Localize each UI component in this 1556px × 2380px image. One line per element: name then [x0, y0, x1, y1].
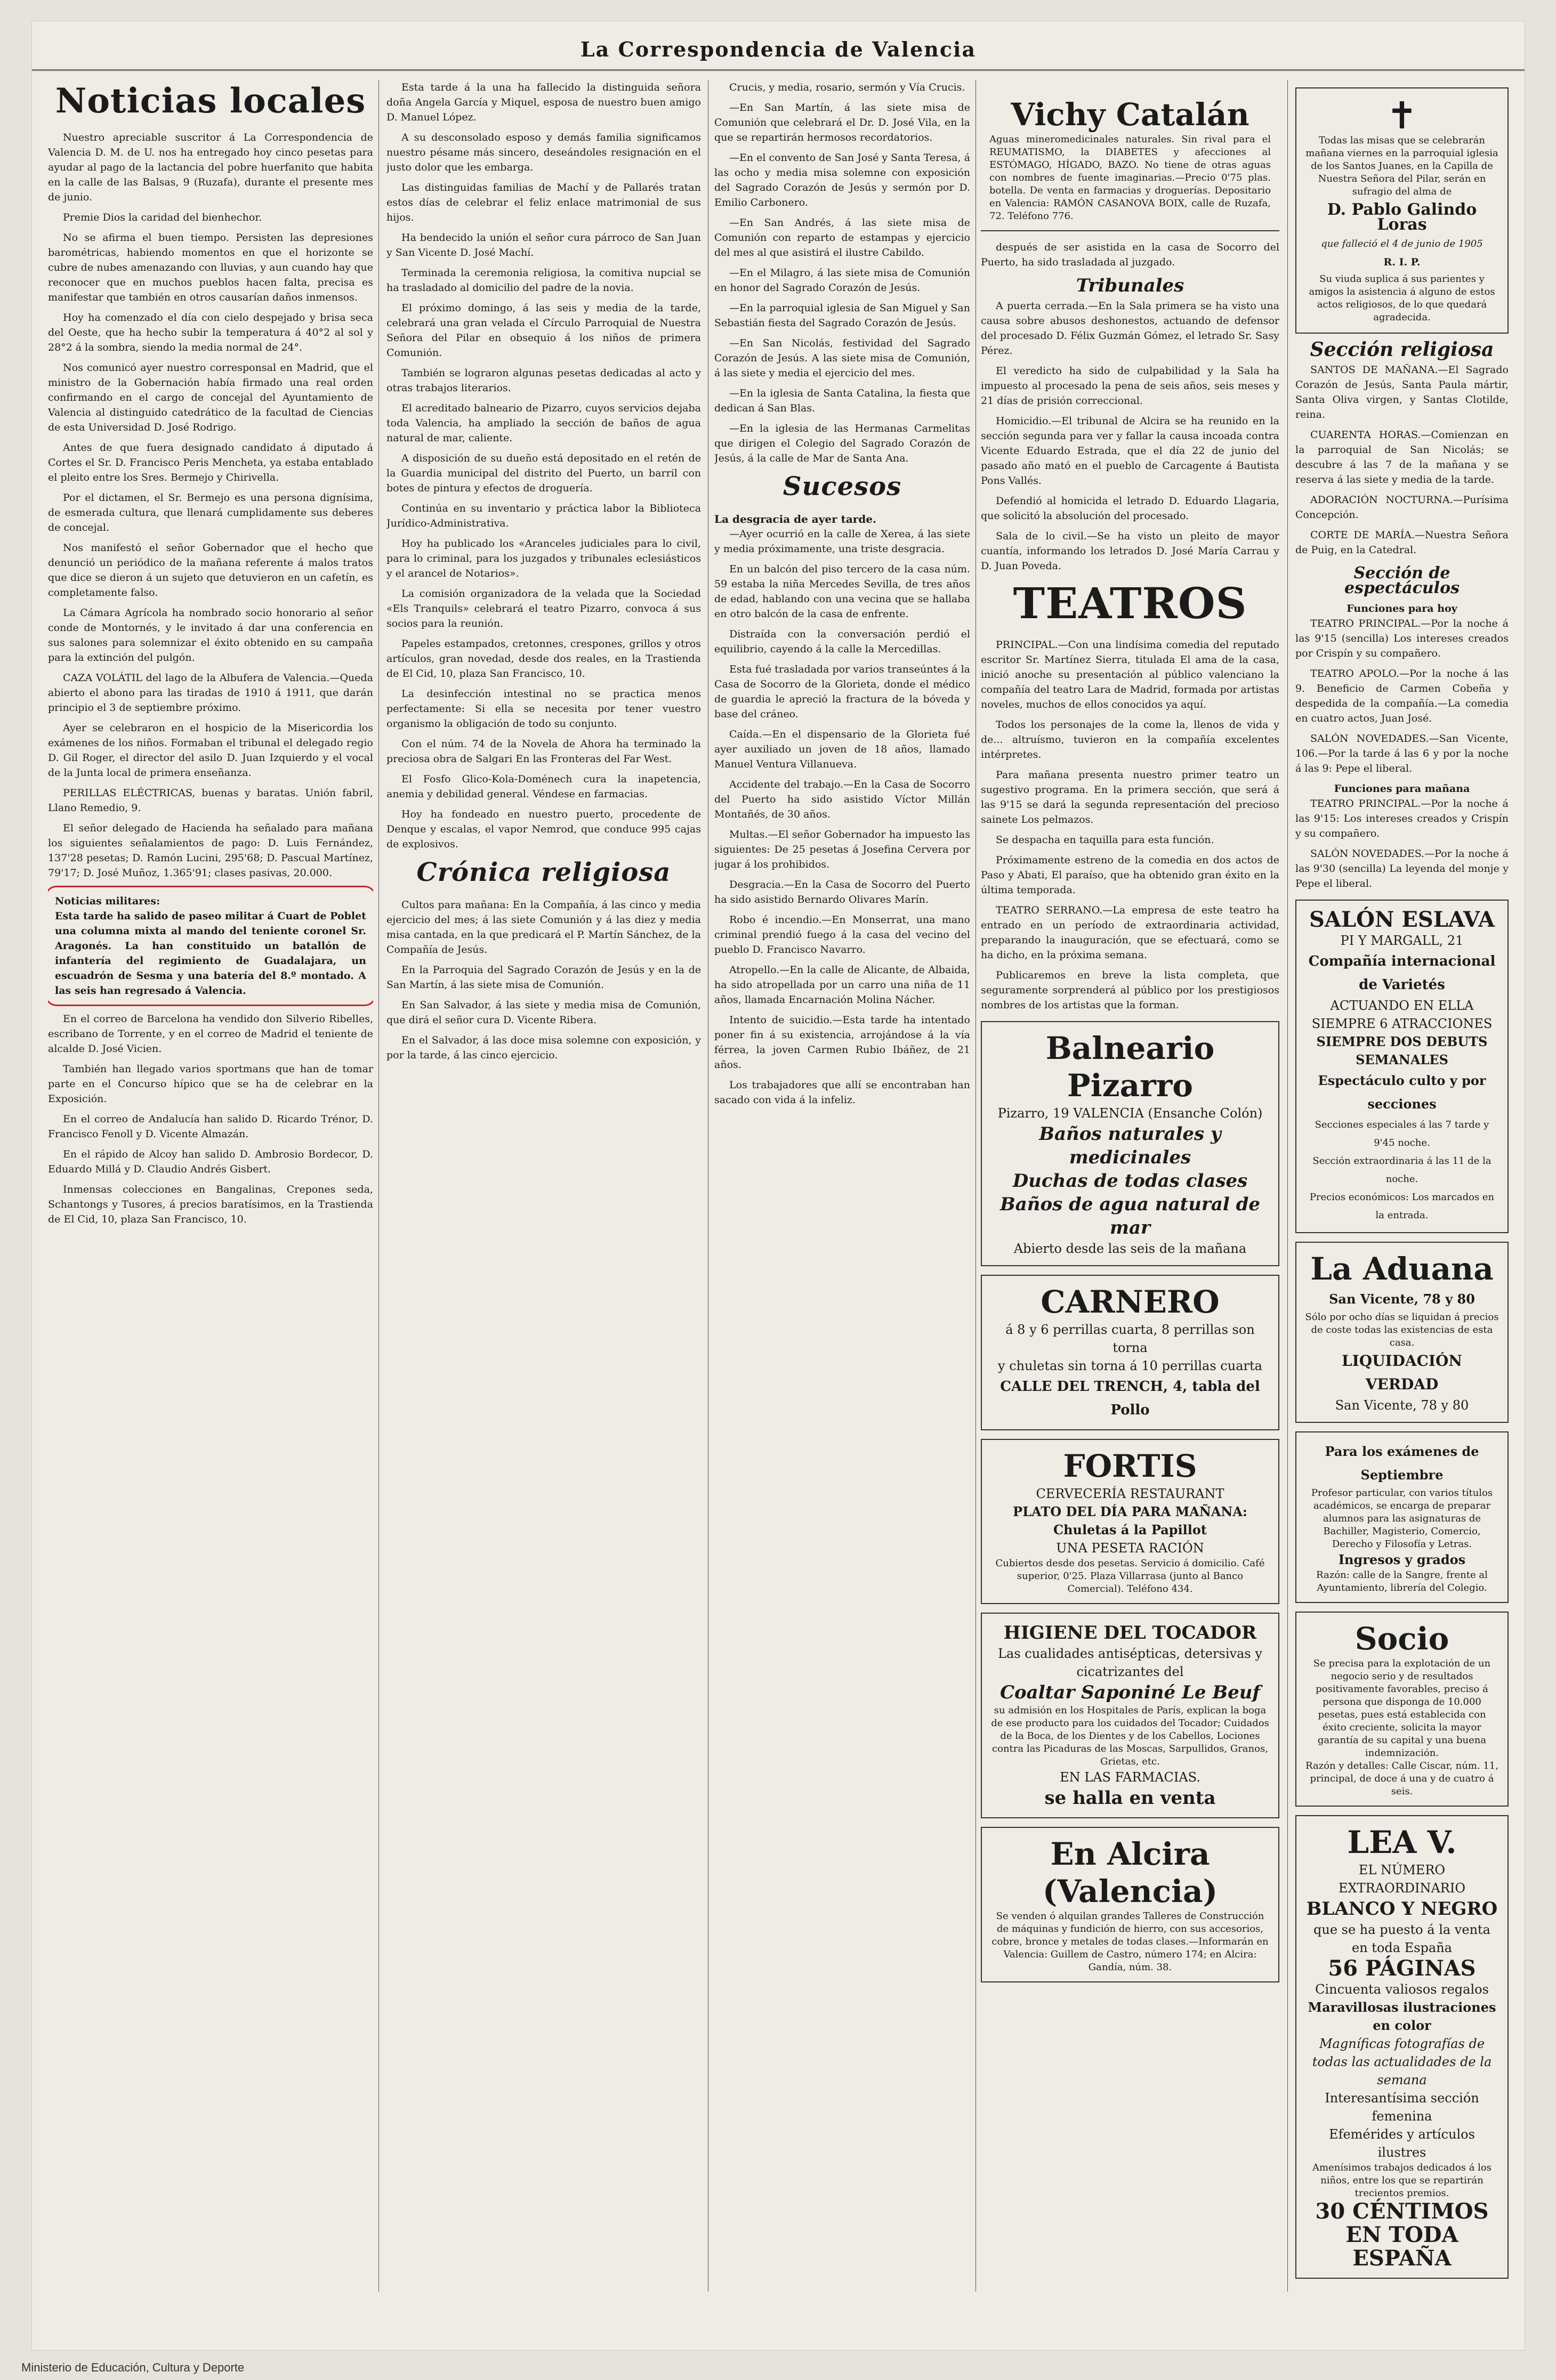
ad-line: Interesantísima sección femenina	[1325, 2091, 1479, 2124]
subheading: La desgracia de ayer tarde.	[714, 513, 877, 525]
ad-headline: CARNERO	[1041, 1284, 1220, 1320]
article-paragraph: CUARENTA HORAS.—Comienzan en la parroquial de San Nicolás; se descubre á las 7 de la mañana y se reserva á las siete y media de la tarde.	[1295, 429, 1509, 485]
obituary-notice	[1295, 87, 1509, 334]
subheading: Funciones para mañana	[1334, 783, 1470, 795]
cross-icon: ✝	[1386, 94, 1418, 137]
ad-line: Abierto desde las seis de la mañana	[1013, 1241, 1247, 1256]
ad-line: PI Y MARGALL, 21	[1340, 933, 1464, 948]
ad-line: Baños naturales y medicinales	[1039, 1123, 1221, 1168]
column-rule	[975, 80, 976, 2292]
article-paragraph: A disposición de su dueño está depositado en el retén de la Guardia municipal del distrito del Puerto, un barril con botes de pintura y efectos de droguería.	[386, 452, 701, 494]
article-paragraph: Defendió al homicida el letrado D. Eduardo Llagaria, que solicitó la absolución del procesado.	[981, 495, 1279, 522]
ad-la-aduana	[1295, 1242, 1509, 1423]
ad-headline: En Alcira (Valencia)	[1042, 1836, 1218, 1909]
ad-socio	[1295, 1612, 1509, 1807]
article-paragraph: Esta fué trasladada por varios transeúntes á la Casa de Socorro de la Glorieta, donde el médico de guardia le apreció la fractura de la bóveda y base del cráneo.	[714, 663, 970, 720]
ad-line: Ingresos y grados	[1338, 1552, 1466, 1567]
article-paragraph: SALÓN NOVEDADES.—Por la noche á las 9'30 (sencilla) La leyenda del monje y Pepe el liberal.	[1295, 848, 1509, 889]
article-paragraph: En un balcón del piso tercero de la casa núm. 59 estaba la niña Mercedes Sevilla, de tres años de edad, hablando con una vecina que se hallaba en otro balcón de la casa de enfrente.	[714, 563, 970, 620]
article-paragraph: —En San Nicolás, festividad del Sagrado Corazón de Jesús. A las siete misa de Comunión, á las siete y media el ejercicio del mes.	[714, 337, 970, 379]
article-paragraph: Todos los personajes de la come la, llenos de vida y de... altruísmo, tuvieron en la compañía excelentes intérpretes.	[981, 719, 1279, 760]
ad-line: CERVECERÍA RESTAURANT	[1036, 1486, 1224, 1501]
article-paragraph: SALÓN NOVEDADES.—San Vicente, 106.—Por la tarde á las 6 y por la noche á las 9: Pepe el liberal.	[1295, 733, 1509, 774]
subheading: Funciones para hoy	[1347, 603, 1457, 614]
article-paragraph: También se lograron algunas pesetas dedicadas al acto y otras trabajos literarios.	[386, 367, 701, 394]
ad-headline: Balneario Pizarro	[1045, 1030, 1215, 1104]
ad-line: Cubiertos desde dos pesetas. Servicio á domicilio. Café superior, 0'25. Plaza Villarrasa (junto al Banco Comercial). Teléfono 434.	[995, 1558, 1265, 1594]
ad-headline: La Aduana	[1310, 1251, 1494, 1287]
notice-line: Su viuda suplica á sus parientes y amigos la asistencia á alguno de estos actos religiosos, de lo que quedará agradecida.	[1309, 273, 1495, 323]
article-paragraph: —En la iglesia de las Hermanas Carmelitas que dirigen el Colegio del Sagrado Corazón de Jesús, á la calle de Mar de Santa Ana.	[714, 423, 970, 464]
article-paragraph: —En el Milagro, á las siete misa de Comunión en honor del Sagrado Corazón de Jesús.	[714, 267, 970, 294]
notice-name: D. Pablo Galindo Loras	[1327, 200, 1477, 234]
article-paragraph: Crucis, y media, rosario, sermón y Vía Crucis.	[729, 82, 965, 93]
article-paragraph: Accidente del trabajo.—En la Casa de Socorro del Puerto ha sido asistido Víctor Millán Montañés, de 30 años.	[714, 779, 970, 820]
article-paragraph: El señor delegado de Hacienda ha señalado para mañana los siguientes señalamientos de pago: D. Luis Fernández, 137'28 pesetas; D. Ramón Lucini, 295'68; D. Pascual Martínez, 79'17; D. José Muñoz, 1.365'91; clases pasivas, 20.000.	[48, 822, 373, 879]
ad-vichy-catalan	[981, 88, 1279, 231]
ad-price: 30 CÉNTIMOS EN TODA ESPAÑA	[1315, 2199, 1489, 2271]
article-paragraph: En el correo de Barcelona ha vendido don Silverio Ribelles, escribano de Torrente, y en el correo de Madrid el teniente de alcalde D. José Vicien.	[48, 1013, 373, 1055]
article-paragraph: Distraída con la conversación perdió el equilibrio, cayendo á la calle la Mercedillas.	[714, 628, 970, 655]
ad-text: Aguas mineromedicinales naturales. Sin rival para el REUMATISMO, la DIABETES y afecciones al ESTÓMAGO, HÍGADO, BAZO. No tiene de otras aguas con nombres de fuente imaginarias.—Precio 0'75 plas. botella. De venta en farmacias y droguerías. Depositario en Valencia: RAMÓN CASANOVA BOIX, calle de Ruzafa, 72. Teléfono 776.	[989, 134, 1271, 222]
ad-line: Razón: calle de la Sangre, frente al Ayuntamiento, librería del Colegio.	[1316, 1569, 1488, 1593]
article-paragraph: A puerta cerrada.—En la Sala primera se ha visto una causa sobre abusos deshonestos, actuando de defensor del procesado D. Félix Guzmán Gómez, el letrado Sr. Sasy Pérez.	[981, 300, 1279, 357]
ad-line: Profesor particular, con varios títulos académicos, se encarga de preparar alumnos para las asignaturas de Bachiller, Magisterio, Comercio, Derecho y Filosofía y Letras.	[1311, 1487, 1493, 1550]
ad-line: Razón y detalles: Calle Ciscar, núm. 11, principal, de doce á una y de cuatro á seis.	[1305, 1760, 1498, 1797]
ad-line: Duchas de todas clases	[1012, 1170, 1248, 1192]
article-paragraph: Hoy ha comenzado el día con cielo despejado y brisa seca del Oeste, que ha hecho subir la temperatura á 40°2 al sol y 28°2 á la sombra, siendo la media normal de 24°.	[48, 312, 373, 353]
article-paragraph: A su desconsolado esposo y demás familia significamos nuestro pésame más sincero, deseándoles resignación en el justo dolor que les embarga.	[386, 132, 701, 173]
ad-line: Maravillosas ilustraciones en color	[1308, 1999, 1496, 2033]
article-paragraph: Nuestro apreciable suscritor á La Correspondencia de Valencia D. M. de U. nos ha entregado hoy cinco pesetas para ayudar al pago de la lactancia del pobre huerfanito que habita en la calle de las Balsas, 9 (Ruzafa), durante el presente mes de junio.	[48, 132, 373, 203]
article-paragraph: —En la iglesia de Santa Catalina, la fiesta que dedican á San Blas.	[714, 387, 970, 414]
notice-line: Todas las misas que se celebrarán mañana viernes en la parroquial iglesia de los Santos Juanes, en la Capilla de Nuestra Señora del Pilar, serán en sufragio del alma de	[1305, 135, 1498, 197]
article-paragraph: Hoy ha publicado los «Aranceles judiciales para lo civil, para lo criminal, para los juzgados y tribunales eclesiásticos y el arancel de Notarios».	[386, 538, 701, 579]
column-4	[981, 80, 1279, 2292]
ad-carnero	[981, 1275, 1279, 1430]
notice-date: que falleció el 4 de junio de 1905	[1321, 238, 1483, 249]
article-paragraph: CORTE DE MARÍA.—Nuestra Señora de Puig, en la Catedral.	[1295, 529, 1509, 556]
ad-line: Se venden ó alquilan grandes Talleres de Construcción de máquinas y fundición de hierro, con sus accesorios, cobre, bronce y metales de todas clases.—Informarán en Valencia: Guillem de Castro, número 174; en Alcira: Gandía, núm. 38.	[991, 1911, 1269, 1973]
article-paragraph: TEATRO SERRANO.—La empresa de este teatro ha entrado en un período de extraordinaria actividad, preparando la inauguración, que se efectuará, como se ha dicho, en la próxima semana.	[981, 904, 1279, 961]
ad-salon-eslava	[1295, 900, 1509, 1233]
ad-line: Compañía internacional de Varietés	[1308, 953, 1496, 993]
ad-line: LIQUIDACIÓN VERDAD	[1341, 1352, 1463, 1393]
section-title-teatros: TEATROS	[1013, 578, 1247, 628]
article-paragraph: Caída.—En el dispensario de la Glorieta fué ayer auxiliado un joven de 18 años, llamado Manuel Ventura Villanueva.	[714, 728, 970, 770]
section-title-noticias-locales: Noticias locales	[55, 81, 366, 121]
article-paragraph: TEATRO PRINCIPAL.—Por la noche á las 9'15: Los intereses creados y Crispín y su compañero.	[1295, 798, 1509, 839]
ad-line: EN LAS FARMACIAS.	[1060, 1770, 1200, 1785]
ad-line: Magníficas fotografías de todas las actualidades de la semana	[1312, 2036, 1492, 2087]
article-paragraph: Para mañana presenta nuestro primer teatro un sugestivo programa. En la primera sección, que será á las 9'15 se dará la segunda representación del precioso sainete Los pelmazos.	[981, 769, 1279, 825]
article-paragraph: El veredicto ha sido de culpabilidad y la Sala ha impuesto al procesado la pena de seis años, seis meses y 21 días de prisión correccional.	[981, 365, 1279, 407]
article-paragraph: PERILLAS ELÉCTRICAS, buenas y baratas. Unión fabril, Llano Remedio, 9.	[48, 787, 373, 814]
article-paragraph: Hoy ha fondeado en nuestro puerto, procedente de Denque y escalas, el vapor Nemrod, que conduce 995 cajas de explosivos.	[386, 808, 701, 850]
ad-line: Cincuenta valiosos regalos	[1315, 1982, 1489, 1997]
article-paragraph: Terminada la ceremonia religiosa, la comitiva nupcial se ha trasladado al domicilio del padre de la novia.	[386, 267, 701, 294]
ad-headline: FORTIS	[1063, 1448, 1197, 1484]
column-1	[48, 80, 373, 2292]
article-paragraph: —En San Martín, á las siete misa de Comunión que celebrará el Dr. D. José Vila, en la que se repartirán hermosos recordatorios.	[714, 102, 970, 143]
article-paragraph: Desgracia.—En la Casa de Socorro del Puerto ha sido asistido Bernardo Olivares Marín.	[714, 879, 970, 905]
ad-line: PLATO DEL DÍA PARA MAÑANA: Chuletas á la Papillot	[1013, 1504, 1247, 1537]
article-paragraph: —Ayer ocurrió en la calle de Xerea, á las siete y media próximamente, una triste desgracia.	[714, 528, 970, 555]
ad-line: San Vicente, 78 y 80	[1335, 1398, 1469, 1413]
article-paragraph: Se despacha en taquilla para esta función.	[996, 834, 1214, 846]
article-paragraph: Ha bendecido la unión el señor cura párroco de San Juan y San Vicente D. José Machí.	[386, 232, 701, 258]
article-paragraph: PRINCIPAL.—Con una lindísima comedia del reputado escritor Sr. Martínez Sierra, titulada El ama de la casa, inició anoche su presentación al público valenciano la compañía del teatro Lara de Madrid, formada por artistas noveles, muchos de ellos conocidos ya aquí.	[981, 639, 1279, 710]
article-paragraph: Por el dictamen, el Sr. Bermejo es una persona dignísima, de esmerada cultura, que llenará cumplidamente sus deberes de concejal.	[48, 492, 373, 533]
article-paragraph: Intento de suicidio.—Esta tarde ha intentado poner fin á su existencia, arrojándose á la vía férrea, la joven Carmen Rubio Ibáñez, de 21 años.	[714, 1014, 970, 1071]
ad-lea-v	[1295, 1815, 1509, 2279]
article-paragraph: En el correo de Andalucía han salido D. Ricardo Trénor, D. Francisco Fenoll y D. Vicente Almazán.	[48, 1113, 373, 1140]
article-paragraph: Sala de lo civil.—Se ha visto un pleito de mayor cuantía, informando los letrados D. José María Carrau y D. Juan Poveda.	[981, 530, 1279, 572]
ad-examenes	[1295, 1431, 1509, 1603]
article-paragraph: Con el núm. 74 de la Novela de Ahora ha terminado la preciosa obra de Salgari En las Fronteras del Far West.	[386, 738, 701, 765]
article-paragraph: Premie Dios la caridad del bienhechor.	[63, 212, 262, 223]
ad-line: Sólo por ocho días se liquidan á precios de coste todas las existencias de esta casa.	[1305, 1312, 1499, 1348]
article-paragraph: Inmensas colecciones en Bangalinas, Crepones seda, Schantongs y Tusores, á precios baratísimos, en la Trastienda de El Cid, 10, plaza San Francisco, 10.	[48, 1184, 373, 1225]
section-title-cronica-religiosa: Crónica religiosa	[416, 857, 671, 887]
article-paragraph: El Fosfo Glico-Kola-Doménech cura la inapetencia, anemia y debilidad general. Véndese en farmacias.	[386, 773, 701, 800]
article-paragraph: Nos manifestó el señor Gobernador que el hecho que denunció un periódico de la mañana referente á malos tratos que dice se dieron á un sujeto que detuvieron en un cafetín, es completamente falso.	[48, 542, 373, 598]
ad-line: Amenísimos trabajos dedicados á los niños, entre los que se repartirán trecientos premios.	[1312, 2162, 1491, 2199]
column-3	[714, 80, 970, 2292]
article-paragraph: Próximamente estreno de la comedia en dos actos de Paso y Abati, El paraíso, que ha obtenido gran éxito en la última temporada.	[981, 854, 1279, 896]
article-paragraph: Antes de que fuera designado candidato á diputado á Cortes el Sr. D. Francisco Peris Mencheta, ya estaba entablado el pleito entre los Sres. Bermejo y Chirivella.	[48, 442, 373, 483]
ad-headline: Vichy Catalán	[1011, 96, 1249, 133]
ad-line: BLANCO Y NEGRO	[1306, 1898, 1498, 1920]
section-title-religiosa: Sección religiosa	[1310, 338, 1494, 361]
ad-balneario-pizarro	[981, 1021, 1279, 1266]
article-paragraph: El acreditado balneario de Pizarro, cuyos servicios dejaba toda Valencia, ha ampliado la sección de baños de agua natural de mar, caliente.	[386, 402, 701, 444]
article-paragraph: ADORACIÓN NOCTURNA.—Purísima Concepción.	[1295, 494, 1509, 521]
section-title-sucesos: Sucesos	[783, 472, 902, 501]
ad-line: Sección extraordinaria á las 11 de la noche.	[1312, 1155, 1491, 1185]
ad-headline: LEA V.	[1347, 1824, 1457, 1860]
article-paragraph: La Cámara Agrícola ha nombrado socio honorario al señor conde de Montornés, y le invitado á dar una conferencia en sus salones para solemnizar el éxito obtenido en su campaña para la extinción del pulgón.	[48, 607, 373, 663]
ad-line: ACTUANDO EN ELLA SIEMPRE 6 ATRACCIONES	[1311, 998, 1493, 1031]
article-paragraph: SANTOS DE MAÑANA.—El Sagrado Corazón de Jesús, Santa Paula mártir, Santa Oliva virgen, y Santas Clotilde, reina.	[1295, 364, 1509, 420]
article-paragraph: El próximo domingo, á las seis y media de la tarde, celebrará una gran velada el Círculo Parroquial de Nuestra Señora del Pilar en obsequio á los niños de primera Comunión.	[386, 302, 701, 359]
ad-line: Se precisa para la explotación de un negocio serio y de resultados positivamente favorables, preciso á persona que disponga de 10.000 pesetas, pues está establecida con éxito creciente, solicita la mayor garantía de su capital y una buena indemnización.	[1313, 1658, 1491, 1759]
article-paragraph: —En el convento de San José y Santa Teresa, á las ocho y media misa solemne con exposición del Sagrado Corazón de Jesús y sermón por D. Emilio Carbonero.	[714, 152, 970, 208]
ad-line: Efemérides y artículos ilustres	[1329, 2127, 1475, 2160]
ad-line: se halla en venta	[1044, 1787, 1216, 1809]
ad-brand: Coaltar Saponiné Le Beuf	[999, 1682, 1261, 1703]
boxed-title: Noticias militares:	[55, 895, 160, 907]
article-paragraph: CAZA VOLÁTIL del lago de la Albufera de Valencia.—Queda abierto el abono para las tiradas de 1910 á 1911, que darán principio el 3 de septiembre próximo.	[48, 672, 373, 714]
ad-higiene-tocador	[981, 1613, 1279, 1818]
ad-line: Pizarro, 19 VALENCIA (Ensanche Colón)	[997, 1106, 1263, 1121]
ad-line: Espectáculo culto y por secciones	[1318, 1073, 1486, 1112]
newspaper-page	[32, 21, 1525, 2350]
article-paragraph: Nos comunicó ayer nuestro corresponsal en Madrid, que el ministro de la Gobernación había firmado una real orden confirmando en el cargo de concejal del Ayuntamiento de Valencia al distinguido catedrático de la facultad de Ciencias de esta Universidad D. José Rodrigo.	[48, 362, 373, 433]
article-paragraph: En el Salvador, á las doce misa solemne con exposición, y por la tarde, á las cinco ejercicio.	[386, 1034, 701, 1061]
highlighted-military-news	[48, 886, 373, 1006]
ad-line: UNA PESETA RACIÓN	[1056, 1541, 1204, 1556]
article-paragraph: —En San Andrés, á las siete misa de Comunión con reparto de estampas y ejercicio del mes al que asistirá el ilustre Cabildo.	[714, 217, 970, 258]
article-paragraph: Atropello.—En la calle de Alicante, de Albaida, ha sido atropellada por un carro una niña de 11 años, llamada Encarnación Molina Nácher.	[714, 964, 970, 1006]
article-paragraph: Homicidio.—El tribunal de Alcira se ha reunido en la sección segunda para ver y fallar la causa incoada contra Vicente Eduardo Estrada, que el día 22 de junio del pasado año mató en el pueblo de Carcagente á Bautista Pons Vallés.	[981, 415, 1279, 487]
ad-line: á 8 y 6 perrillas cuarta, 8 perrillas son torna	[1005, 1322, 1255, 1355]
article-paragraph: En el rápido de Alcoy han salido D. Ambrosio Bordecor, D. Eduardo Millá y D. Claudio Andrés Gisbert.	[48, 1148, 373, 1175]
ad-headline: Socio	[1355, 1621, 1449, 1657]
article-paragraph: Publicaremos en breve la lista completa, que seguramente sorprenderá al público por los prestigiosos nombres de los artistas que la forman.	[981, 969, 1279, 1011]
ad-line: Las cualidades antisépticas, detersivas y cicatrizantes del	[998, 1646, 1262, 1679]
article-paragraph: Papeles estampados, cretonnes, crespones, grillos y otros artículos, gran novedad, desde dos reales, en la Trastienda de El Cid, 10, plaza San Francisco, 10.	[386, 638, 701, 679]
section-title-tribunales: Tribunales	[1076, 275, 1184, 296]
article-paragraph: Los trabajadores que allí se encontraban han sacado con vida á la infeliz.	[714, 1079, 970, 1106]
ad-line: Precios económicos: Los marcados en la entrada.	[1309, 1192, 1495, 1221]
article-paragraph: TEATRO PRINCIPAL.—Por la noche á las 9'15 (sencilla) Los intereses creados por Crispín y su compañero.	[1295, 618, 1509, 659]
article-paragraph: Las distinguidas familias de Machí y de Pallarés tratan estos días de celebrar el feliz enlace matrimonial de sus hijos.	[386, 182, 701, 223]
article-paragraph: La desinfección intestinal no se practica menos perfectamente: Si ella se necesita por tener vuestro organismo la obligación de todo su conjunto.	[386, 688, 701, 730]
article-paragraph: Ayer se celebraron en el hospicio de la Misericordia los exámenes de los niños. Formaban el tribunal el delegado regio D. Gil Roger, el director del asilo D. Juan Izquierdo y el vocal de la Junta local de primera enseñanza.	[48, 722, 373, 779]
article-paragraph: También han llegado varios sportmans que han de tomar parte en el Concurso hípico que se ha de celebrar en la Exposición.	[48, 1063, 373, 1105]
article-paragraph: Continúa en su inventario y práctica labor la Biblioteca Jurídico-Administrativa.	[386, 503, 701, 529]
article-paragraph: En la Parroquia del Sagrado Corazón de Jesús y en la de San Martín, á las siete misa de Comunión.	[386, 964, 701, 991]
ad-headline: SALÓN ESLAVA	[1309, 907, 1495, 932]
ad-line: y chuletas sin torna á 10 perrillas cuarta	[998, 1358, 1262, 1373]
masthead-title: La Correspondencia de Valencia	[580, 37, 977, 61]
article-paragraph: En San Salvador, á las siete y media misa de Comunión, que dirá el señor cura D. Vicente Ribera.	[386, 999, 701, 1026]
ad-line: que se ha puesto á la venta en toda España	[1313, 1922, 1490, 1955]
article-paragraph: Robo é incendio.—En Monserrat, una mano criminal prendió fuego á la casa del vecino del pueblo D. Francisco Navarro.	[714, 914, 970, 956]
column-5	[1295, 80, 1509, 2292]
ad-line: Secciones especiales á las 7 tarde y 9'45 noche.	[1315, 1119, 1489, 1148]
boxed-text: Esta tarde ha salido de paseo militar á Cuart de Poblet una columna mixta al mando del teniente coronel Sr. Aragonés. La han constituido un batallón de infantería del regimiento de Guadalajara, un escuadrón de Sesma y una batería del 8.º montado. A las seis han regresado á Valencia.	[55, 910, 366, 997]
column-2	[386, 80, 701, 2292]
masthead	[32, 37, 1525, 71]
article-paragraph: —En la parroquial iglesia de San Miguel y San Sebastián fiesta del Sagrado Corazón de Jesús.	[714, 302, 970, 329]
footer-credit: Ministerio de Educación, Cultura y Deporte	[21, 2361, 245, 2374]
ad-line: CALLE DEL TRENCH, 4, tabla del Pollo	[1000, 1379, 1260, 1418]
section-title-espectaculos: Sección de espectáculos	[1344, 564, 1460, 597]
ad-line: San Vicente, 78 y 80	[1329, 1291, 1475, 1307]
ad-line: Baños de agua natural de mar	[999, 1194, 1261, 1238]
article-paragraph: TEATRO APOLO.—Por la noche á las 9. Beneficio de Carmen Cobeña y despedida de la compañía.—La comedia en cuatro actos, Juan José.	[1295, 668, 1509, 724]
notice-rip: R. I. P.	[1383, 256, 1421, 268]
column-rule	[378, 80, 379, 2292]
ad-line: 56 PÁGINAS	[1328, 1956, 1476, 1981]
ad-line: su admisión en los Hospitales de París, explican la boga de ese producto para los cuidados del Tocador; Cuidados de la Boca, de los Dientes y de los Cabellos, Lociones contra las Picaduras de las Moscas, Sarpullidos, Granos, Grietas, etc.	[991, 1705, 1269, 1767]
article-paragraph: Esta tarde á la una ha fallecido la distinguida señora doña Angela García y Miquel, esposa de nuestro buen amigo D. Manuel López.	[386, 82, 701, 123]
column-rule	[1287, 80, 1288, 2292]
article-paragraph: Cultos para mañana: En la Compañía, á las cinco y media ejercicio del mes; á las siete Comunión y á las diez y media misa cantada, en la que predicará el P. Martín Sánchez, de la Compañía de Jesús.	[386, 899, 701, 956]
ad-line: SIEMPRE DOS DEBUTS SEMANALES	[1316, 1034, 1488, 1067]
ad-headline: Para los exámenes de Septiembre	[1325, 1444, 1479, 1483]
article-paragraph: La comisión organizadora de la velada que la Sociedad «Els Tranquils» celebrará el teatro Pizarro, convoca á sus socios para la reunión.	[386, 588, 701, 629]
article-paragraph: después de ser asistida en la casa de Socorro del Puerto, ha sido trasladada al juzgado.	[981, 241, 1279, 268]
ad-alcira	[981, 1827, 1279, 1982]
ad-line: EL NÚMERO EXTRAORDINARIO	[1338, 1863, 1466, 1896]
article-paragraph: No se afirma el buen tiempo. Persisten las depresiones barométricas, habiendo momentos en que el horizonte se cubre de nubes amenazando con lluvias, y aun cuando hay que reconocer que en muchos pueblos hacen falta, precisa es manifestar que también en otros causarían daños inmensos.	[48, 232, 373, 303]
ad-headline: HIGIENE DEL TOCADOR	[1003, 1622, 1257, 1644]
article-paragraph: Multas.—El señor Gobernador ha impuesto las siguientes: De 25 pesetas á Josefina Cervera por jugar á los prohibidos.	[714, 829, 970, 870]
ad-fortis	[981, 1439, 1279, 1604]
